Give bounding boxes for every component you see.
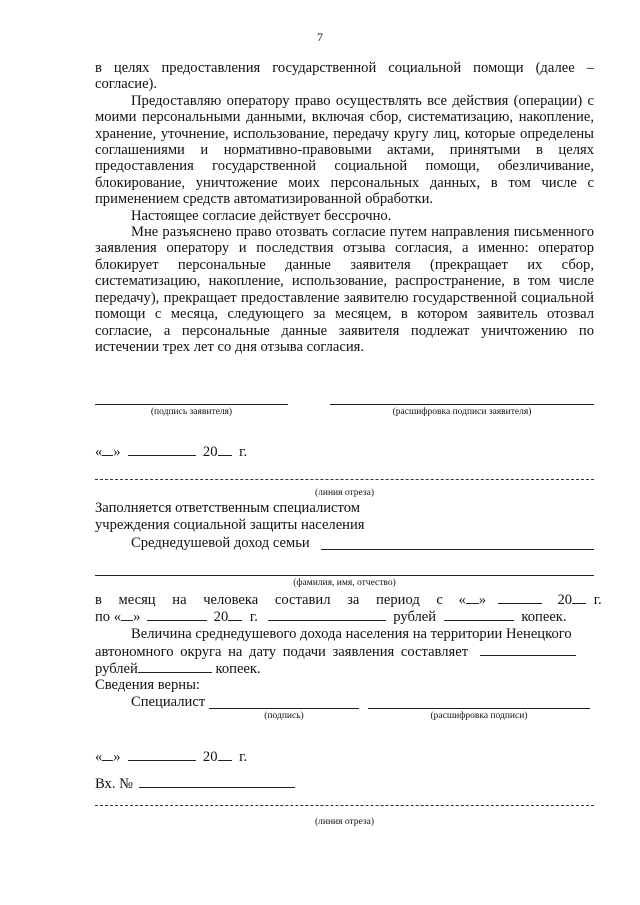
filled-by-text: Заполняется ответственным специалистом [95, 500, 360, 516]
region-text-line-1: Величина среднедушевого дохода населения на территории Ненецкого [131, 626, 572, 642]
date1-month-blank[interactable] [128, 443, 196, 456]
date1-year-blank[interactable] [218, 443, 232, 456]
institution-text: учреждения социальной защиты населения [95, 517, 365, 533]
per-month-text: в месяц на человека составил за период с [95, 592, 443, 608]
fio-line[interactable] [95, 575, 594, 576]
incoming-number-row [95, 775, 295, 793]
region-text-line-3: рублей копеек. [95, 661, 261, 677]
cut-line-1 [95, 479, 594, 480]
region-amount-blank[interactable] [480, 643, 576, 656]
date2-year-blank[interactable] [218, 748, 232, 761]
specialist-decoding-caption: (расшифровка подписи) [430, 711, 528, 721]
by-day-blank[interactable] [121, 608, 133, 621]
date2-month-blank[interactable] [128, 748, 196, 761]
kopecks-blank[interactable] [444, 608, 514, 621]
specialist-signature-caption: (подпись) [264, 711, 304, 721]
period-month-blank[interactable] [498, 591, 542, 604]
paragraph-validity: Настоящее согласие действует бессрочно. [131, 207, 392, 224]
fio-caption: (фамилия, имя, отчество) [293, 578, 396, 588]
specialist-decoding-line[interactable] [368, 708, 590, 709]
paragraph-rights: Предоставляю оператору право осуществлять все действия (операции) с моими персональными данными, включая сбор, систематизацию, накопление, хранение, уточнение, использование, передачу кругу лиц, которые определены соглашениями и нормативно-правовыми актами, принятыми в целях предоставления государственной социальной помощи, обезличивание, блокирование, уничтожение моих персональных данных, в том числе с применением средств автоматизированной обработки. [95, 92, 594, 208]
date-field-1: « » 20 г. [95, 444, 248, 460]
applicant-signature-line[interactable] [95, 404, 288, 405]
date2-day-blank[interactable] [102, 748, 113, 761]
paragraph-withdrawal: Мне разъяснено право отозвать согласие путем направления письменного заявления оператору и последствия отзыва согласия, а именно: оператор блокирует персональные данные заявителя (прекращает их сбор, систематизацию, накопление, использование, распространение, в том числе передачу), прекращает предоставление заявителю государственной социальной помощи с месяца, следующего за месяцем, в котором заявитель отозвал согласие, а персональные данные заявителя подлежат уничтожению по истечении трех лет со дня отзыва согласия. [95, 224, 594, 355]
applicant-decoding-line[interactable] [330, 404, 594, 405]
by-month-blank[interactable] [147, 608, 207, 621]
region-text-line-2: автономного округа на дату подачи заявления составляет [95, 643, 576, 661]
applicant-signature-caption: (подпись заявителя) [150, 407, 233, 417]
consent-text [95, 60, 594, 355]
date-field-2: « » 20 г. [95, 749, 248, 765]
by-row: по « » 20 г. рублей копеек. [95, 609, 567, 625]
avg-income-line[interactable] [321, 549, 594, 550]
specialist-signature-line[interactable] [209, 708, 359, 709]
paragraph-purpose: в целях предоставления государственной социальной помощи (далее – согласие). [95, 60, 594, 93]
avg-income-label: Среднедушевой доход семьи [131, 535, 310, 551]
period-year-blank[interactable] [572, 591, 586, 604]
specialist-label: Специалист [131, 694, 206, 710]
incoming-number-blank[interactable] [139, 775, 295, 788]
applicant-decoding-caption: (расшифровка подписи заявителя) [392, 407, 532, 417]
period-day-blank[interactable] [466, 591, 479, 604]
incoming-number-label: Вх. № [95, 776, 134, 792]
verified-text: Сведения верны: [95, 677, 200, 693]
period-row: в месяц на человека составил за период с « » 20 г. [95, 592, 602, 608]
cut-line-2 [95, 805, 594, 806]
cut-line-caption-2: (линия отреза) [314, 817, 374, 827]
cut-line-caption-1: (линия отреза) [314, 488, 374, 498]
rubles-blank[interactable] [268, 608, 386, 621]
region-rubles-blank[interactable] [138, 660, 212, 673]
date1-day-blank[interactable] [102, 443, 113, 456]
page-number: 7 [317, 30, 323, 44]
by-year-blank[interactable] [228, 608, 242, 621]
